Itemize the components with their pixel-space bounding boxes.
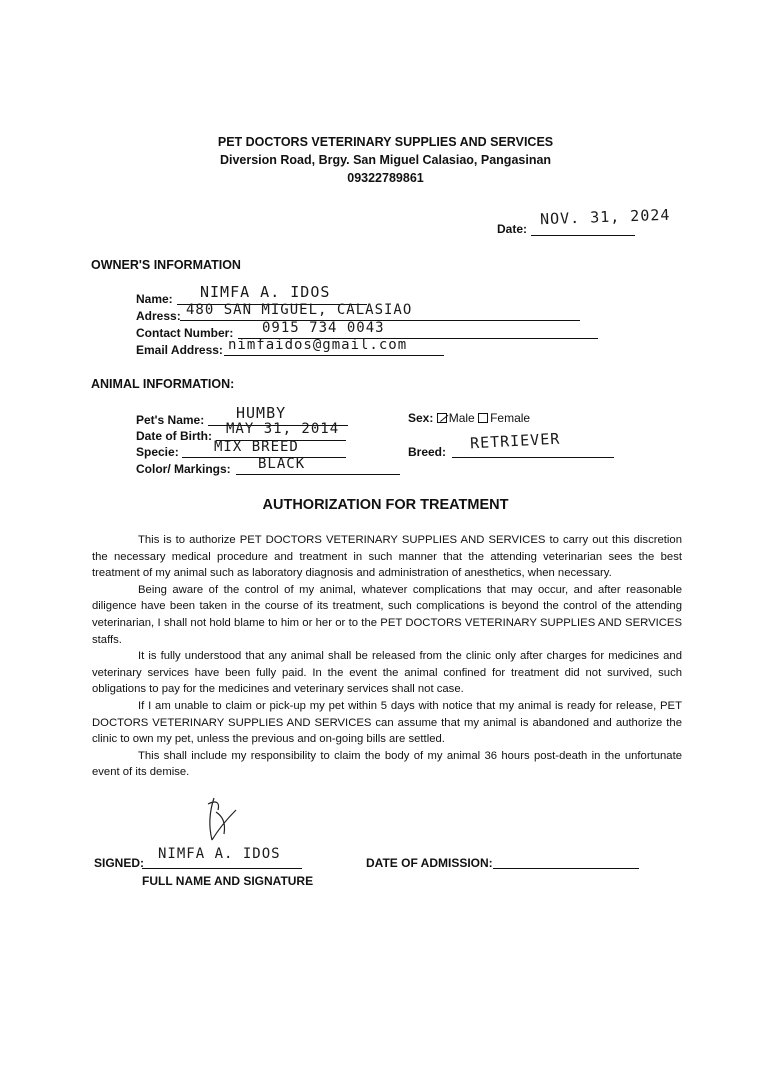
email-line [224,355,444,356]
admission-label: DATE OF ADMISSION: [366,856,493,870]
color-line [236,474,400,475]
signature-caption: FULL NAME AND SIGNATURE [142,874,314,888]
clinic-name: PET DOCTORS VETERINARY SUPPLIES AND SERVICES [217,135,554,149]
breed-line [452,457,614,458]
paragraph-2: Being aware of the control of my animal, whatever complications that may occur, and after reasonable diligence have been taken in the course of its treatment, such complications is beyond the control of the attending veterinarian, I shall not hold blame to him or her or to the PET DOCTORS VETERINARY SUPPLIES AND SERVICES staffs. [92,583,682,646]
authorization-title: AUTHORIZATION FOR TREATMENT [262,497,509,513]
breed-label: Breed: [408,445,447,459]
signature-scribble [196,790,256,850]
signed-value: NIMFA A. IDOS [158,846,281,862]
contact-value: 0915 734 0043 [262,320,385,336]
female-checkbox[interactable] [478,413,488,423]
paragraph-4: If I am unable to claim or pick-up my pet within 5 days with notice that my animal is ready for release, PET DOCTORS VETERINARY SUPPLIES AND SERVICES can assume that my animal is abandoned and authorize the clinic to own my pet, unless the previous and on-going bills are settled. [92,699,682,746]
breed-value: RETRIEVER [469,429,561,453]
sex-field [408,411,530,425]
date-label: Date: [497,222,528,236]
sex-label: Sex: [408,411,434,425]
contact-label: Contact Number: [136,326,234,340]
pet-name-label: Pet's Name: [136,413,205,427]
specie-value: MIX BREED [214,439,299,455]
sex-female-label: Female [490,411,531,425]
sex-male-label: Male [448,411,475,425]
specie-label: Specie: [136,445,179,459]
dob-value: MAY 31, 2014 [226,421,340,437]
clinic-address: Diversion Road, Brgy. San Miguel Calasiao, Pangasinan [219,153,552,167]
paragraph-1: This is to authorize PET DOCTORS VETERINARY SUPPLIES AND SERVICES to carry out this discretion the necessary medical procedure and treatment in such manner that the attending veterinarian sees the best treatment of my animal such as laboratory diagnosis and administration of anesthetics, when necessary. [92,534,682,580]
dob-label: Date of Birth: [136,429,212,443]
owner-name-label: Name: [136,292,173,306]
email-value: nimfaidos@gmail.com [228,337,408,353]
date-line [531,235,635,236]
signed-label: SIGNED: [94,856,145,870]
admission-line[interactable] [493,868,639,869]
male-checkbox[interactable] [437,413,447,423]
color-value: BLACK [258,456,306,472]
owner-address-label: Adress: [136,309,181,323]
owner-name-value: NIMFA A. IDOS [200,283,331,301]
color-label: Color/ Markings: [136,462,231,476]
paragraph-3: It is fully understood that any animal shall be released from the clinic only after charges for medicines and veterinary services have been fully paid. In the event the animal confined for treatment did not survived, such obligations to pay for the medicines and veterinary services shall not case. [92,650,682,696]
email-label: Email Address: [136,343,223,357]
paragraph-5: This shall include my responsibility to claim the body of my animal 36 hours post-death in the unfortunate event of its demise. [92,749,682,779]
owner-section-title: OWNER'S INFORMATION [91,258,241,272]
signed-line [142,868,302,869]
date-value: NOV. 31, 2024 [539,205,671,229]
pet-name-value: HUMBY [236,404,287,422]
owner-address-value: 480 SAN MIGUEL, CALASIAO [186,302,413,318]
clinic-phone: 09322789861 [347,171,424,185]
authorization-body [92,532,682,781]
animal-section-title: ANIMAL INFORMATION: [91,377,235,391]
